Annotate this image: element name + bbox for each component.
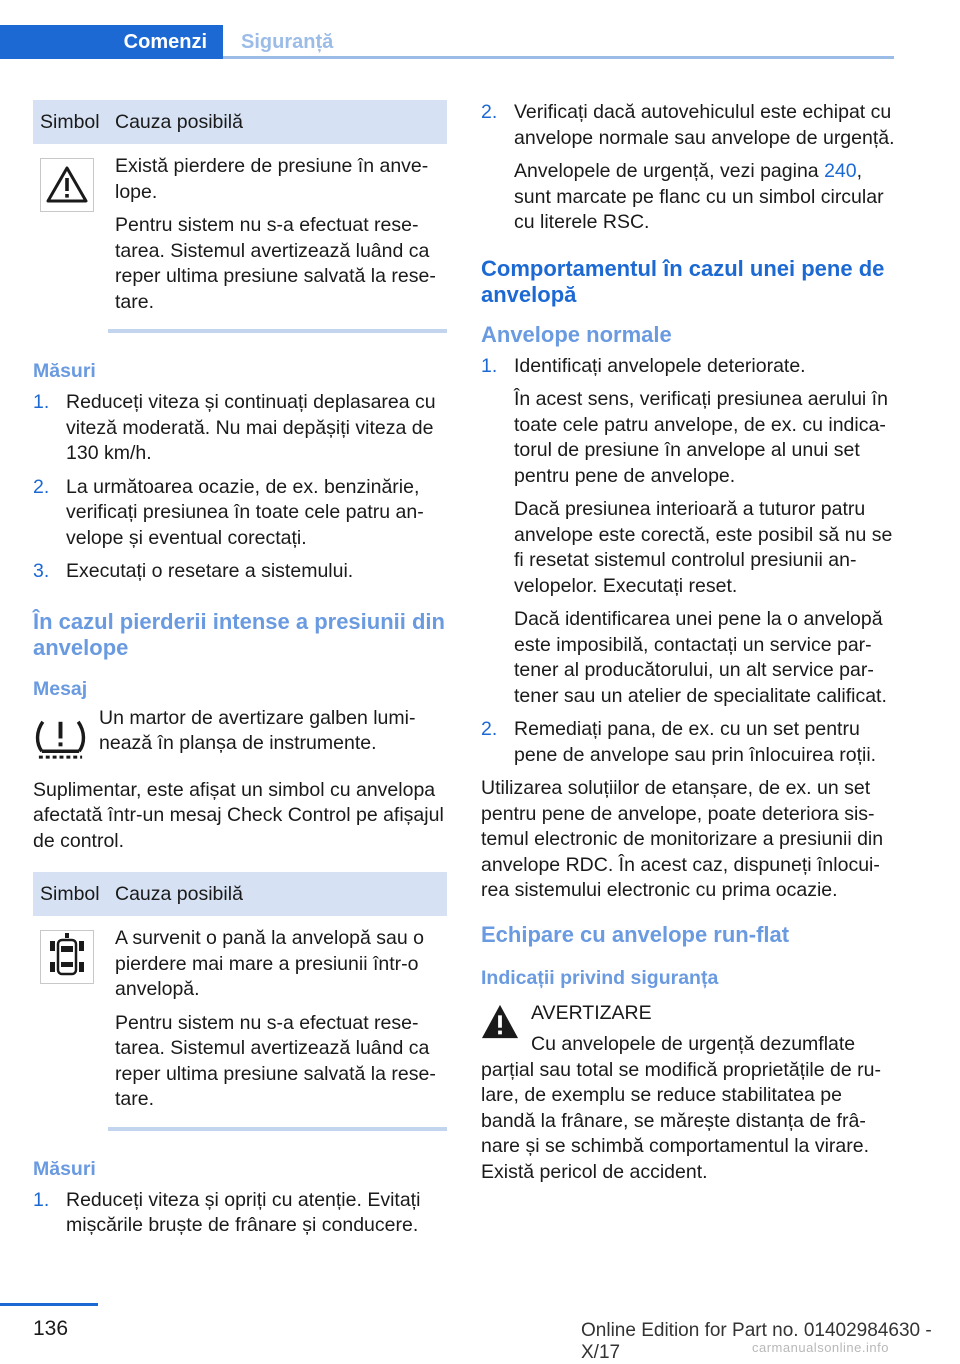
tab-comenzi[interactable]: Comenzi: [0, 25, 223, 59]
continued-list: [481, 100, 895, 236]
warning-block: [481, 1001, 895, 1186]
list-item: 1. Identificați anvelopele deteriorate. În acest sens, verificați presiunea aerului în toate cele patru anvelope, de ex. cu indicatorul de presiune în anvelope al unui set pentru pene de anvelope. Dacă presiunea interioară a tuturor patru anvelope este corectă, este posibil să nu se fi resetat sistemul controlul presiunii anvelopelor. Executați reset. Dacă identificarea unei pene la o anvelopă este imposibilă, contactați un service partener al producătorului, un alt service partener sau un atelier de specialitate calificat.: [481, 354, 893, 707]
cause-text: Există pierdere de presiune în anvelope.: [115, 155, 429, 203]
page-number: 136: [33, 1317, 69, 1340]
mesaj-heading: Mesaj: [33, 677, 88, 700]
mesaj-text: Un martor de avertizare galben luminează în planșa de instrumente.: [99, 706, 416, 754]
col-simbol: Simbol: [40, 883, 100, 905]
section-heading-presiune: În cazul pierderii intense a presiunii din anvelope: [33, 608, 445, 660]
cause-text: A survenit o pană la anvelopă sau o pierdere mai mare a presiunii într-o anvelopă.: [115, 927, 424, 1000]
list-item: 2. Verificați dacă autovehiculul este echipat cu anvelope normale sau anvelope de urgență. Anvelopele de urgență, vezi pagina 240, sunt marcate pe flanc cu un simbol circular cu literele RSC.: [481, 101, 895, 233]
warning-title: AVERTIZARE: [531, 1001, 652, 1024]
col-simbol: Simbol: [40, 111, 100, 133]
list-item: 2. Remediați pana, de ex. cu un set pentru pene de anvelope sau prin înlocuirea roții.: [481, 718, 877, 766]
heading-indicatii: Indicații privind siguranța: [481, 966, 719, 989]
warning-text: Cu anvelopele de urgență dezumflate: [531, 1033, 856, 1055]
right-column: [481, 100, 895, 1185]
warning-triangle-icon: [40, 158, 94, 212]
list-item: 3. Executați o resetare a sistemului.: [33, 560, 354, 582]
footer-rule: [0, 1303, 98, 1306]
warning-text: parțial sau total se modifică proprietățile de rulare, de exemplu se reduce stabilitatea pe bandă la frânare, se mărește distanța de frânare și se schimbă comportamentul la virare. Există pericol de accident.: [481, 1058, 881, 1183]
table-header: [33, 100, 447, 144]
page-link[interactable]: 240: [824, 160, 857, 182]
masuri-heading: Măsuri: [33, 360, 96, 382]
header-tabs: [0, 25, 894, 59]
col-cauza: Cauza posibilă: [115, 111, 243, 133]
table-header: [33, 872, 447, 916]
cause-text: Pentru sistem nu s-a efectuat resetarea. Sistemul avertizează luând ca reper ultima presiune salvată la resetare.: [115, 1011, 436, 1110]
list-item: 1. Reduceți viteza și continuați deplasarea cu viteză moderată. Nu mai depășiți viteza de 130 km/h.: [33, 391, 436, 464]
tire-pressure-warning-icon: [33, 710, 88, 765]
edition-text: Online Edition for Part no. 01402984630 - X/17: [581, 1320, 932, 1363]
car-tire-icon: [40, 930, 94, 984]
tab-siguranta[interactable]: Siguranță: [241, 31, 334, 53]
mesaj-block: [33, 706, 447, 768]
watermark: carmanualsonline.info: [752, 1340, 889, 1355]
list-item: 2. La următoarea ocazie, de ex. benzinărie, verificați presiunea în toate cele patru anvelope și eventual corectați.: [33, 475, 424, 549]
left-column: [33, 100, 447, 1247]
tab-divider: [223, 56, 894, 59]
warning-triangle-icon: [481, 1003, 519, 1041]
heading-anvelope-normale: Anvelope normale: [481, 321, 672, 347]
normale-list: [481, 354, 895, 769]
masuri-list-1: [33, 390, 447, 585]
supliment-text: Suplimentar, este afișat un simbol cu anvelopa afectată într-un mesaj Check Control pe afișajul de control.: [33, 778, 444, 852]
list-item: 1. Reduceți viteza și opriți cu atenție. Evitați mișcările bruște de frânare și conducere.: [33, 1188, 421, 1236]
table-row: [33, 144, 447, 329]
symbol-table-2: [33, 872, 447, 1131]
symbol-table-1: [33, 100, 447, 333]
masuri-list-2: [33, 1188, 447, 1239]
cause-text: Pentru sistem nu s-a efectuat resetarea. Sistemul avertizează luând ca reper ultima presiune salvată la resetare.: [115, 214, 436, 313]
utilizarea-text: Utilizarea soluțiilor de etanșare, de ex. un set pentru pene de anvelope, poate deteriora sistemul electronic de monitorizare a presiunii din anvelope RDC. În acest caz, dispuneți înlocuirea sistemului electronic cu prima ocazie.: [481, 777, 884, 901]
heading-run-flat: Echipare cu anvelope run-flat: [481, 921, 790, 947]
heading-comportament: Comportamentul în cazul unei pene de anvelopă: [481, 255, 885, 307]
masuri-heading: Măsuri: [33, 1157, 96, 1180]
col-cauza: Cauza posibilă: [115, 883, 243, 905]
table-row: [33, 916, 447, 1127]
